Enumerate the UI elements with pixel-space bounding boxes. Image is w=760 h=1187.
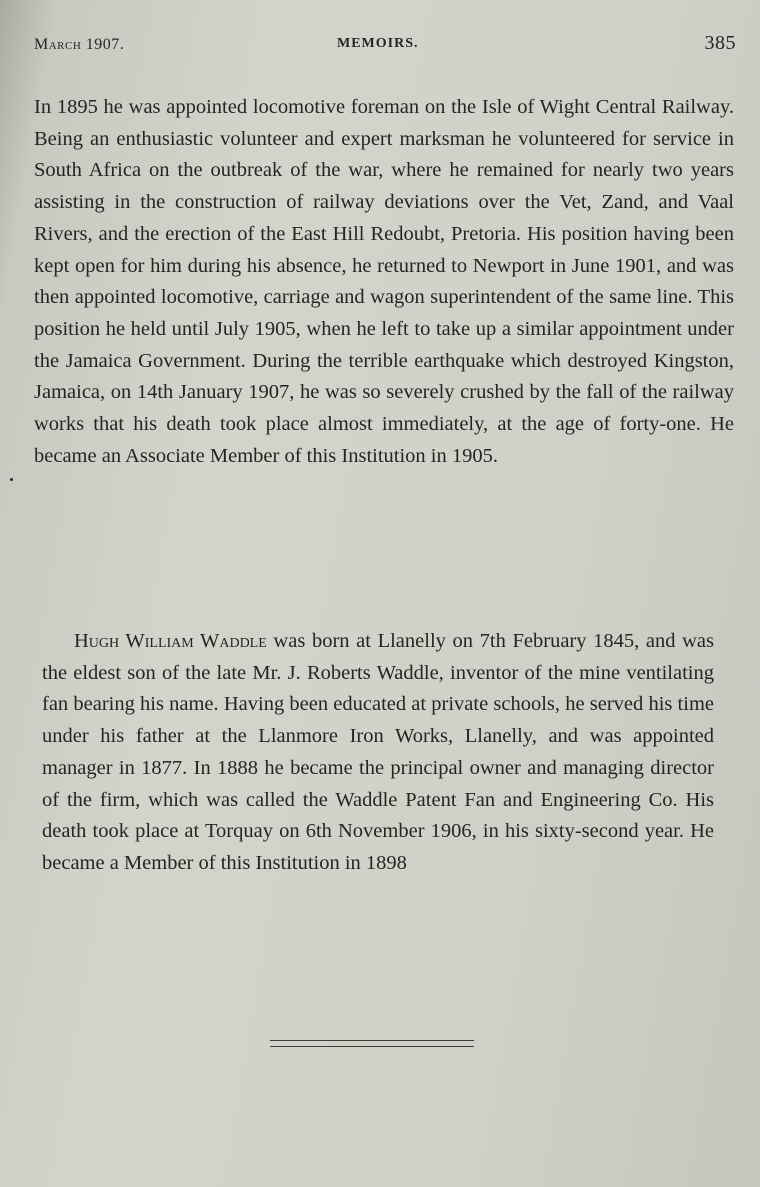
memoir-paragraph-2 bbox=[42, 626, 714, 880]
header-date: March 1907. bbox=[34, 36, 125, 53]
running-head bbox=[34, 34, 736, 58]
paper-speck bbox=[10, 478, 13, 481]
page-number: 385 bbox=[704, 32, 736, 54]
header-section-title: MEMOIRS. bbox=[337, 36, 419, 51]
memoir-paragraph-1: In 1895 he was appointed locomotive foreman on the Isle of Wight Central Railway. Being an enthusiastic volunteer and expert marksman he volunteered for service in South Africa on the outbreak of the war, where he remained for nearly two years assisting in the construction of railway deviations over the Vet, Zand, and Vaal Rivers, and the erection of the East Hill Redoubt, Pretoria. His position having been kept open for him during his absence, he returned to Newport in June 1901, and was then appointed locomotive, carriage and wagon superintendent of the same line. This position he held until July 1905, when he left to take up a similar appointment under the Jamaica Government. During the terrible earthquake which destroyed Kingston, Jamaica, on 14th January 1907, he was so severely crushed by the fall of the railway works that his death took place almost immediately, at the age of forty-one. He became an Associate Member of this Institution in 1905. bbox=[34, 96, 734, 467]
memoir-2-body: was born at Llanelly on 7th February 1845, and was the eldest son of the late Mr. J. Roberts Waddle, inventor of the mine ventilating fan bearing his name. Having been educated at private schools, he served his time under his father at the Llanmore Iron Works, Llanelly, and was appointed manager in 1877. In 1888 he became the principal owner and managing director of the firm, which was called the Waddle Patent Fan and Engineering Co. His death took place at Torquay on 6th November 1906, in his sixty-second year. He became a Member of this Institution in 1898 bbox=[42, 630, 714, 874]
section-end-rule bbox=[270, 1040, 474, 1047]
memoir-subject-name: Hugh William Waddle bbox=[74, 630, 267, 652]
